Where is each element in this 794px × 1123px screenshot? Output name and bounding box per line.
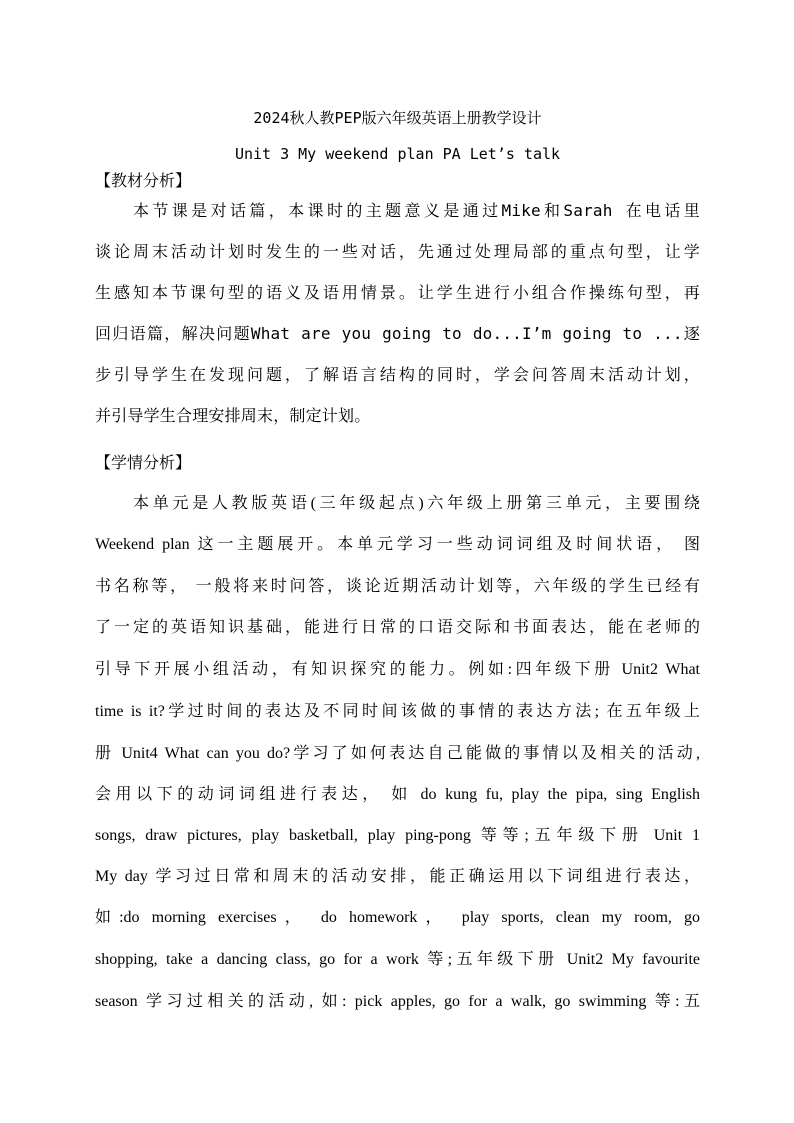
paragraph-line: 书名称等， 一般将来时问答，谈论近期活动计划等，六年级的学生已经有 — [95, 578, 700, 595]
paragraph-line: songs, draw pictures, play basketball, play ping-pong 等等;五年级下册 Unit 1 — [95, 827, 700, 844]
paragraph-line: 回归语篇，解决问题What are you going to do...I’m going to ...逐 — [95, 324, 700, 343]
paragraph-line: 如:do morning exercises， do homework， play sports, clean my room, go — [95, 909, 700, 926]
paragraph-line: 谈论周末活动计划时发生的一些对话，先通过处理局部的重点句型，让学 — [95, 242, 700, 261]
paragraph-line: shopping, take a dancing class, go for a work 等;五年级下册 Unit2 My favourite — [95, 951, 700, 968]
document-title: 2024秋人教PEP版六年级英语上册教学设计 — [253, 109, 542, 127]
paragraph-line: 步引导学生在发现问题，了解语言结构的同时，学会问答周末活动计划， — [95, 365, 700, 384]
paragraph-line: 引导下开展小组活动，有知识探究的能力。例如:四年级下册 Unit2 What — [95, 661, 700, 678]
paragraph-line: time is it?学过时间的表达及不同时间该做的事情的表达方法; 在五年级上 — [95, 703, 700, 720]
paragraph-line: My day 学习过日常和周末的活动安排，能正确运用以下词组进行表达， — [95, 868, 700, 885]
paragraph-line: 并引导学生合理安排周末，制定计划。 — [95, 406, 371, 425]
paragraph-line: season 学习过相关的活动, 如: pick apples, go for a walk, go swimming 等:五 — [95, 993, 700, 1010]
paragraph-line: 本节课是对话篇，本课时的主题意义是通过Mike和Sarah 在电话里 — [133, 201, 700, 220]
section-heading-textbook-analysis: 【教材分析】 — [95, 171, 192, 190]
paragraph-line: 册 Unit4 What can you do?学习了如何表达自己能做的事情以及相关的活动, — [95, 745, 700, 762]
section-heading-student-analysis: 【学情分析】 — [95, 453, 192, 472]
paragraph-line: 了一定的英语知识基础，能进行日常的口语交际和书面表达，能在老师的 — [95, 619, 700, 636]
document-subtitle: Unit 3 My weekend plan PA Let’s talk — [234, 145, 561, 163]
paragraph-line: 会用以下的动词词组进行表达， 如 do kung fu, play the pipa, sing English — [95, 786, 700, 803]
paragraph-line: Weekend plan 这一主题展开。本单元学习一些动词词组及时间状语， 图 — [95, 536, 700, 553]
paragraph-line: 本单元是人教版英语(三年级起点)六年级上册第三单元，主要围绕 — [133, 495, 700, 512]
paragraph-line: 生感知本节课句型的语义及语用情景。让学生进行小组合作操练句型，再 — [95, 283, 700, 302]
